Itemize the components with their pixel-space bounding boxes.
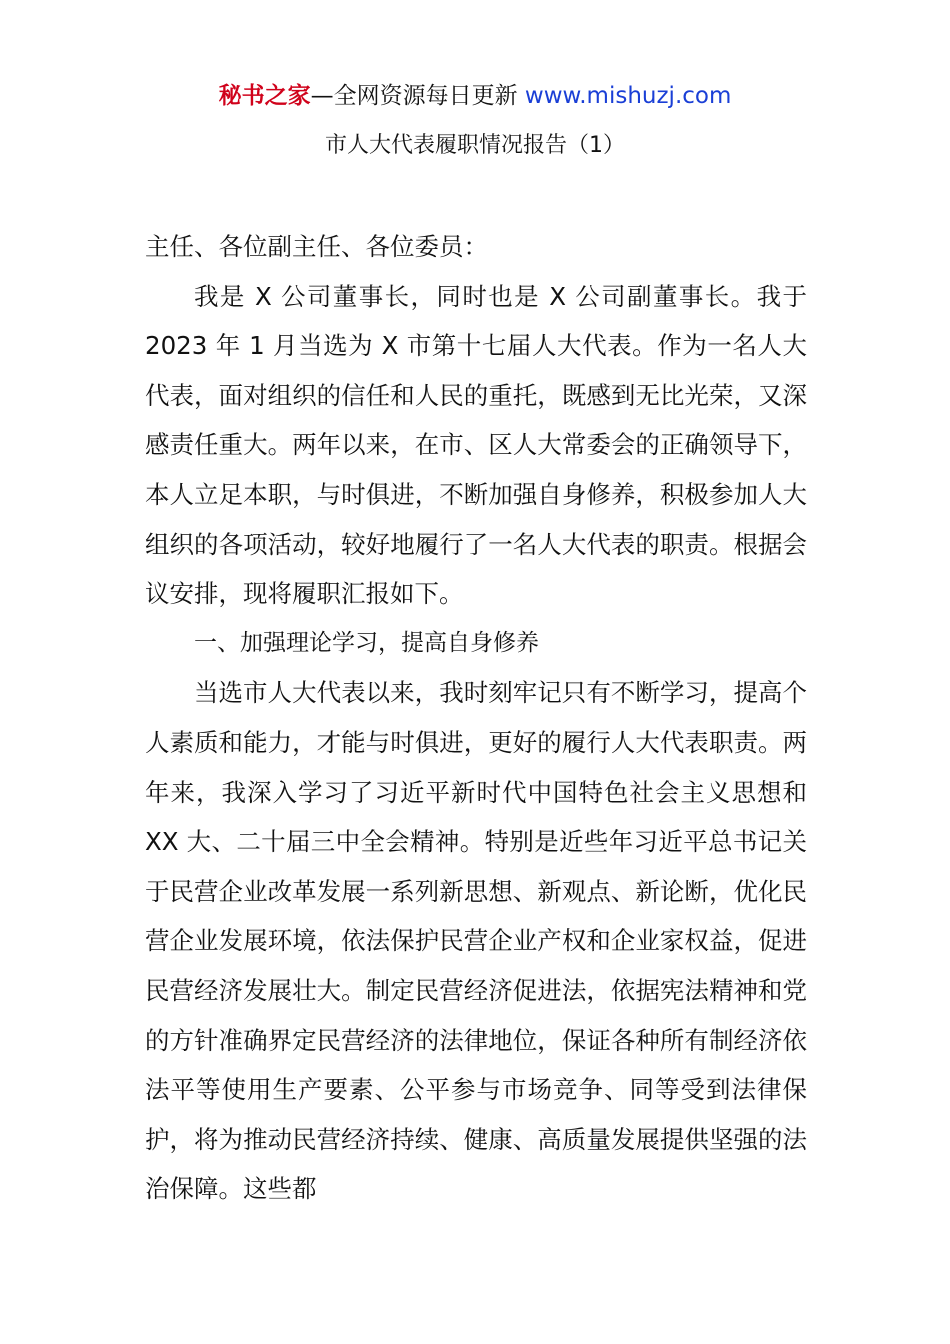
document-title: 市人大代表履职情况报告（1） bbox=[325, 133, 625, 158]
brand-name: 秘书之家 bbox=[218, 83, 311, 109]
document-body bbox=[145, 222, 807, 1214]
header-tagline: —全网资源每日更新 bbox=[310, 83, 518, 109]
salutation: 主任、各位副主任、各位委员： bbox=[145, 232, 488, 261]
intro-paragraph: 我是 X 公司董事长，同时也是 X 公司副董事长。我于 2023 年 1 月当选为 X 市第十七届人大代表。作为一名人大代表，面对组织的信任和人民的重托，既感到无比光荣，又深感责任重大。两年以来，在市、区人大常委会的正确领导下，本人立足本职，与时俱进，不断加强自身修养，积极参加人大组织的各项活动，较好地履行了一名人大代表的职责。根据会议安排，现将履职汇报如下。 bbox=[145, 281, 807, 609]
section-heading: 一、加强理论学习，提高自身修养 bbox=[194, 629, 539, 656]
site-url-link[interactable]: www.mishuzj.com bbox=[524, 83, 732, 109]
site-header bbox=[0, 80, 950, 112]
section-paragraph: 当选市人大代表以来，我时刻牢记只有不断学习，提高个人素质和能力，才能与时俱进，更好的履行人大代表职责。两年来，我深入学习了习近平新时代中国特色社会主义思想和 XX 大、二十届三中全会精神。特别是近些年习近平总书记关于民营企业改革发展一系列新思想、新观点、新论断，优化民营企业发展环境，依法保护民营企业产权和企业家权益，促进民营经济发展壮大。制定民营经济促进法，依据宪法精神和党的方针准确界定民营经济的法律地位，保证各种所有制经济依法平等使用生产要素、公平参与市场竞争、同等受到法律保护，将为推动民营经济持续、健康、高质量发展提供坚强的法治保障。这些都 bbox=[145, 678, 807, 1204]
